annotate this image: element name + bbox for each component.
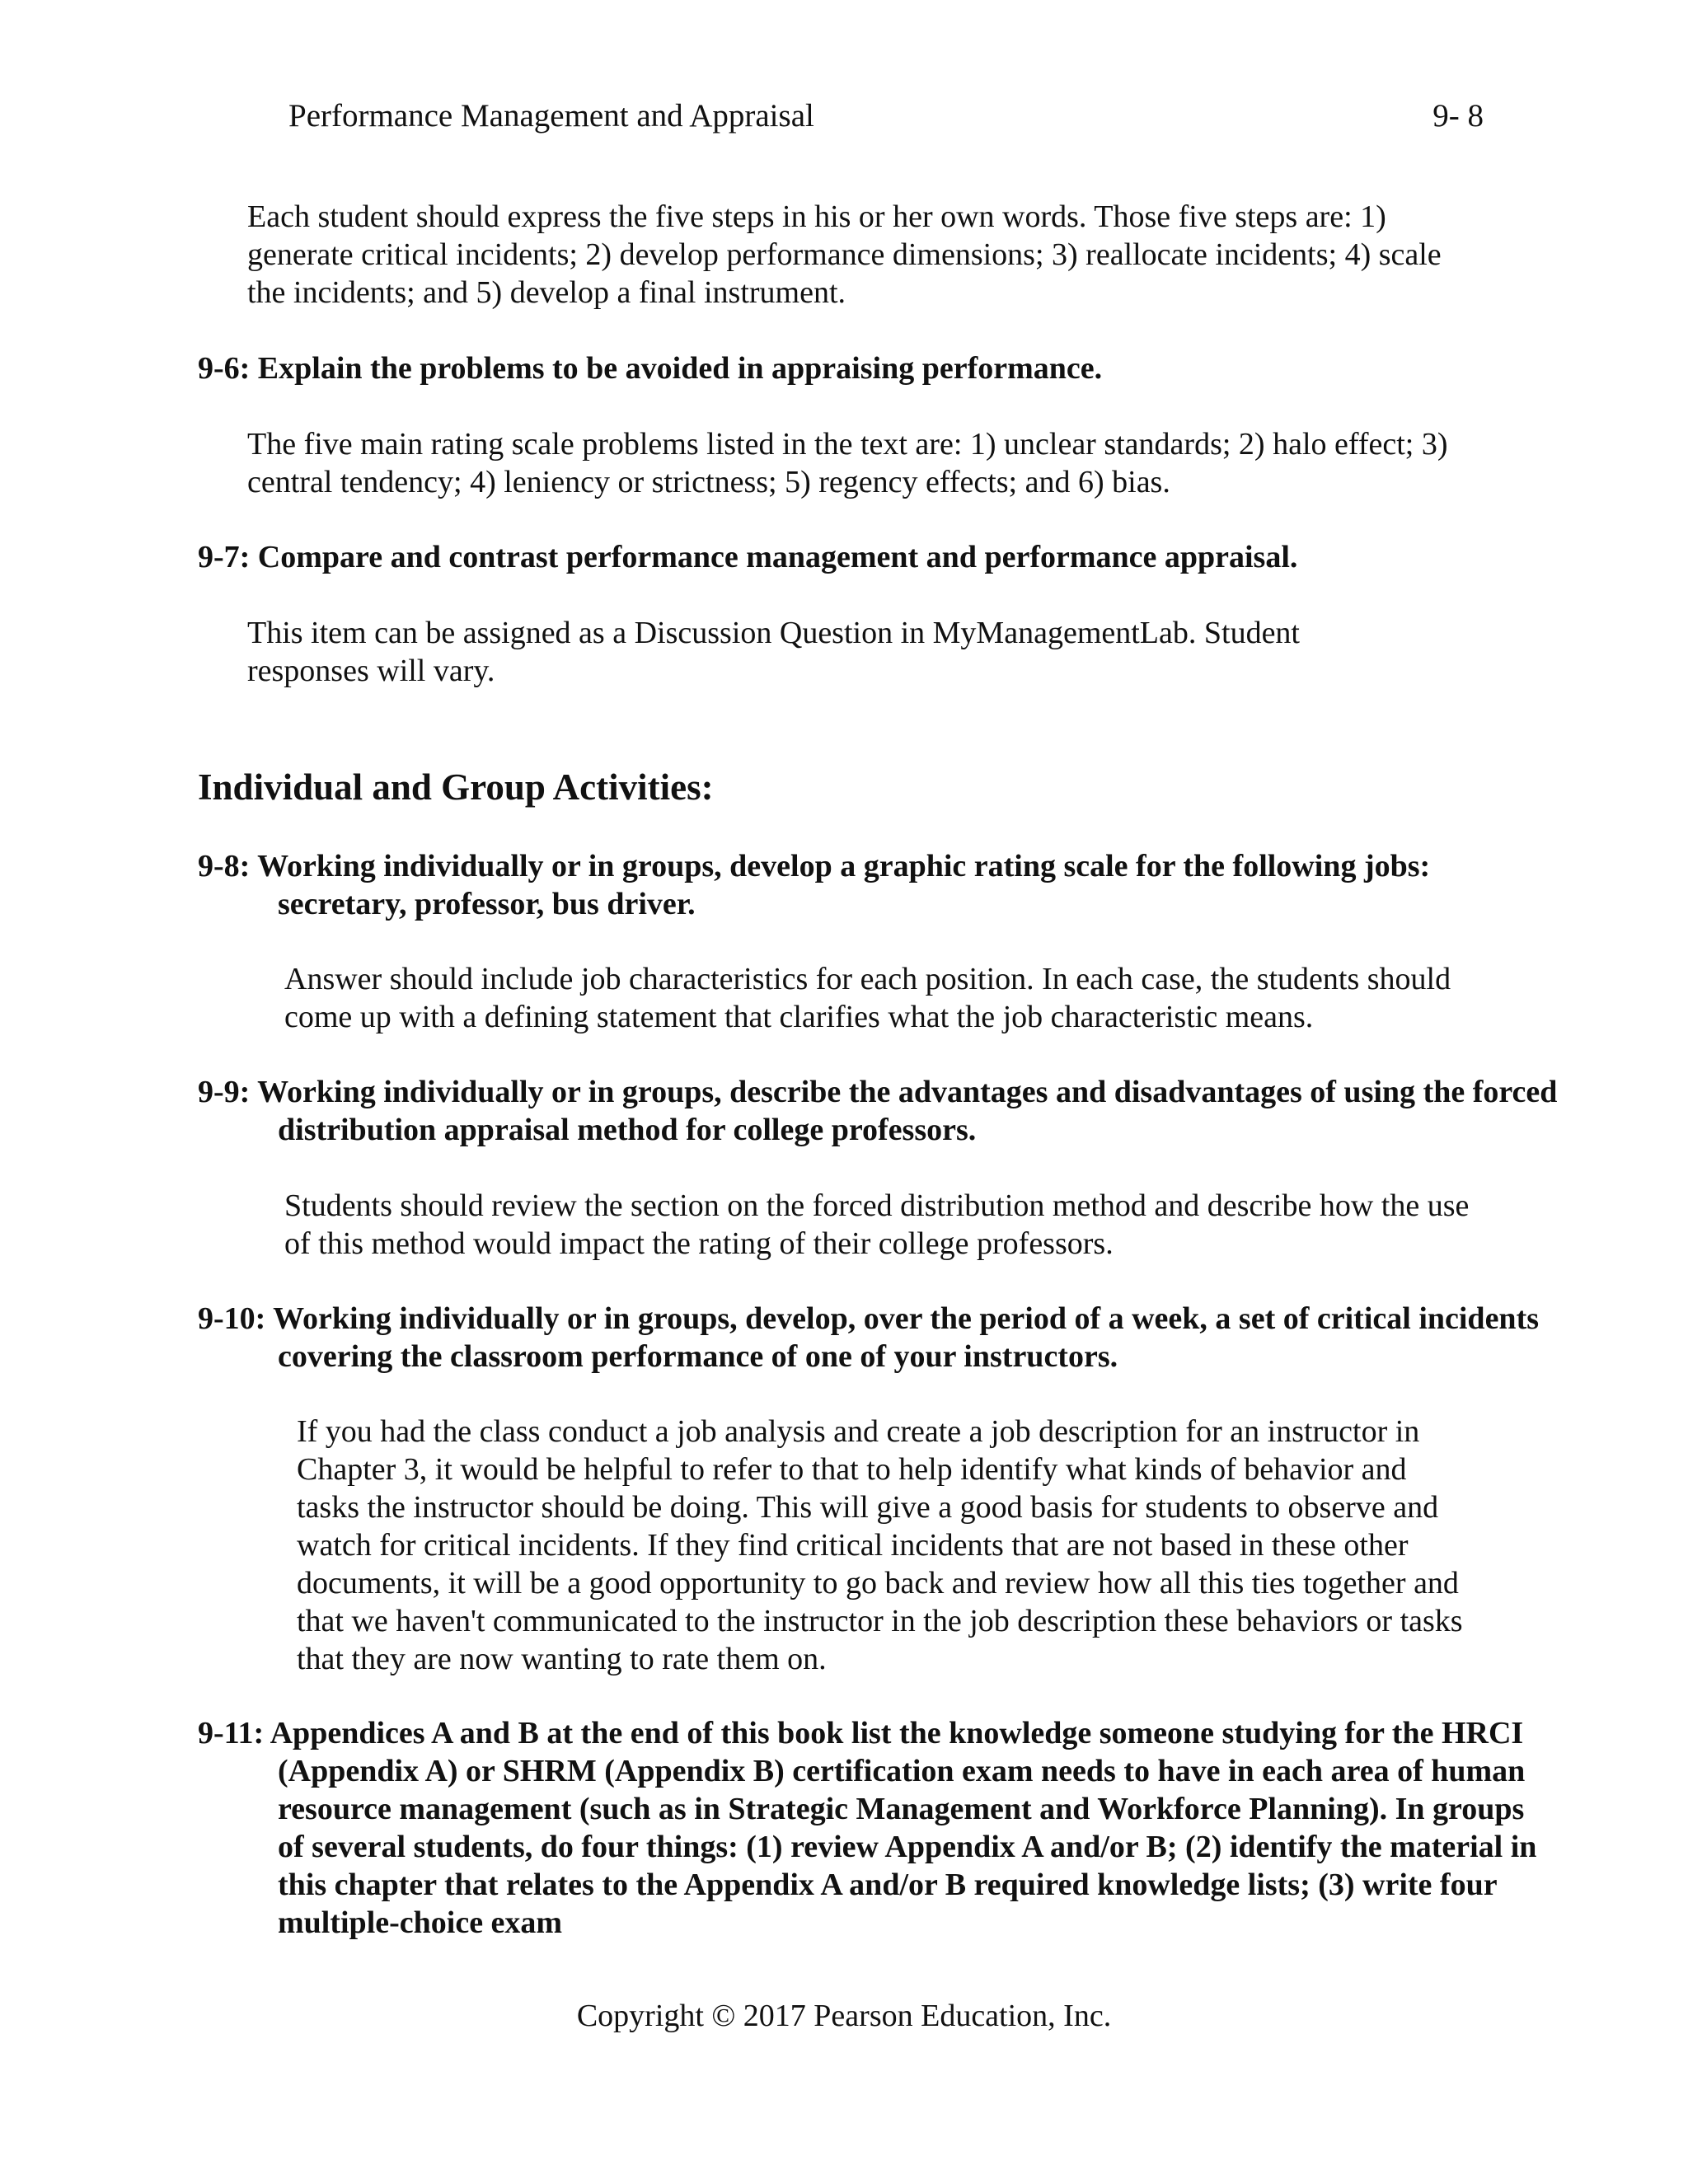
section-heading: Individual and Group Activities:	[198, 766, 714, 808]
question-9-9: 9-9: Working individually or in groups, describe the advantages and disadvantages of using the forced distribution appraisal method for college professors.	[198, 1075, 1558, 1147]
answer-9-6: The five main rating scale problems listed in the text are: 1) unclear standards; 2) halo effect; 3) central tendency; 4) leniency or strictness; 5) regency effects; and 6) bias.	[247, 427, 1448, 499]
answer-9-10: If you had the class conduct a job analysis and create a job description for an instructor in Chapter 3, it would be helpful to refer to that to help identify what kinds of behavior and tasks the instructor should be doing. This will give a good basis for students to observe and watch for critical incidents. If they find critical incidents that are not based in these other documents, it will be a good opportunity to go back and review how all this ties together and that we haven't communicated to the instructor in the job description these behaviors or tasks that they are now wanting to rate them on.	[297, 1414, 1463, 1676]
answer-9-8: Answer should include job characteristics for each position. In each case, the students should come up with a defining statement that clarifies what the job characteristic means.	[284, 962, 1451, 1034]
running-head-title: Performance Management and Appraisal	[288, 98, 814, 134]
answer-9-5: Each student should express the five steps in his or her own words. Those five steps are: 1) generate critical incidents; 2) develop performance dimensions; 3) reallocate incidents; 4) scale the incidents; and 5) develop a final instrument.	[247, 199, 1442, 310]
answer-9-7: This item can be assigned as a Discussion Question in MyManagementLab. Student responses will vary.	[247, 616, 1300, 688]
question-9-8: 9-8: Working individually or in groups, develop a graphic rating scale for the following jobs: secretary, professor, bus driver.	[198, 849, 1431, 921]
answer-9-9: Students should review the section on the forced distribution method and describe how the use of this method would impact the rating of their college professors.	[284, 1188, 1470, 1261]
question-9-11: 9-11: Appendices A and B at the end of this book list the knowledge someone studying for the HRCI (Appendix A) or SHRM (Appendix B) certification exam needs to have in each area of human resource management (such as in Strategic Management and Workforce Planning). In groups of several students, do four things: (1) review Appendix A and/or B; (2) identify the material in this chapter that relates to the Appendix A and/or B required knowledge lists; (3) write four multiple-choice exam	[198, 1716, 1537, 1940]
question-9-6: 9-6: Explain the problems to be avoided in appraising performance.	[198, 351, 1103, 386]
page-number: 9- 8	[1432, 98, 1484, 134]
question-9-10: 9-10: Working individually or in groups, develop, over the period of a week, a set of critical incidents covering the classroom performance of one of your instructors.	[198, 1301, 1540, 1374]
question-9-7: 9-7: Compare and contrast performance management and performance appraisal.	[198, 540, 1298, 574]
copyright-footer: Copyright © 2017 Pearson Education, Inc.	[576, 1999, 1112, 2033]
